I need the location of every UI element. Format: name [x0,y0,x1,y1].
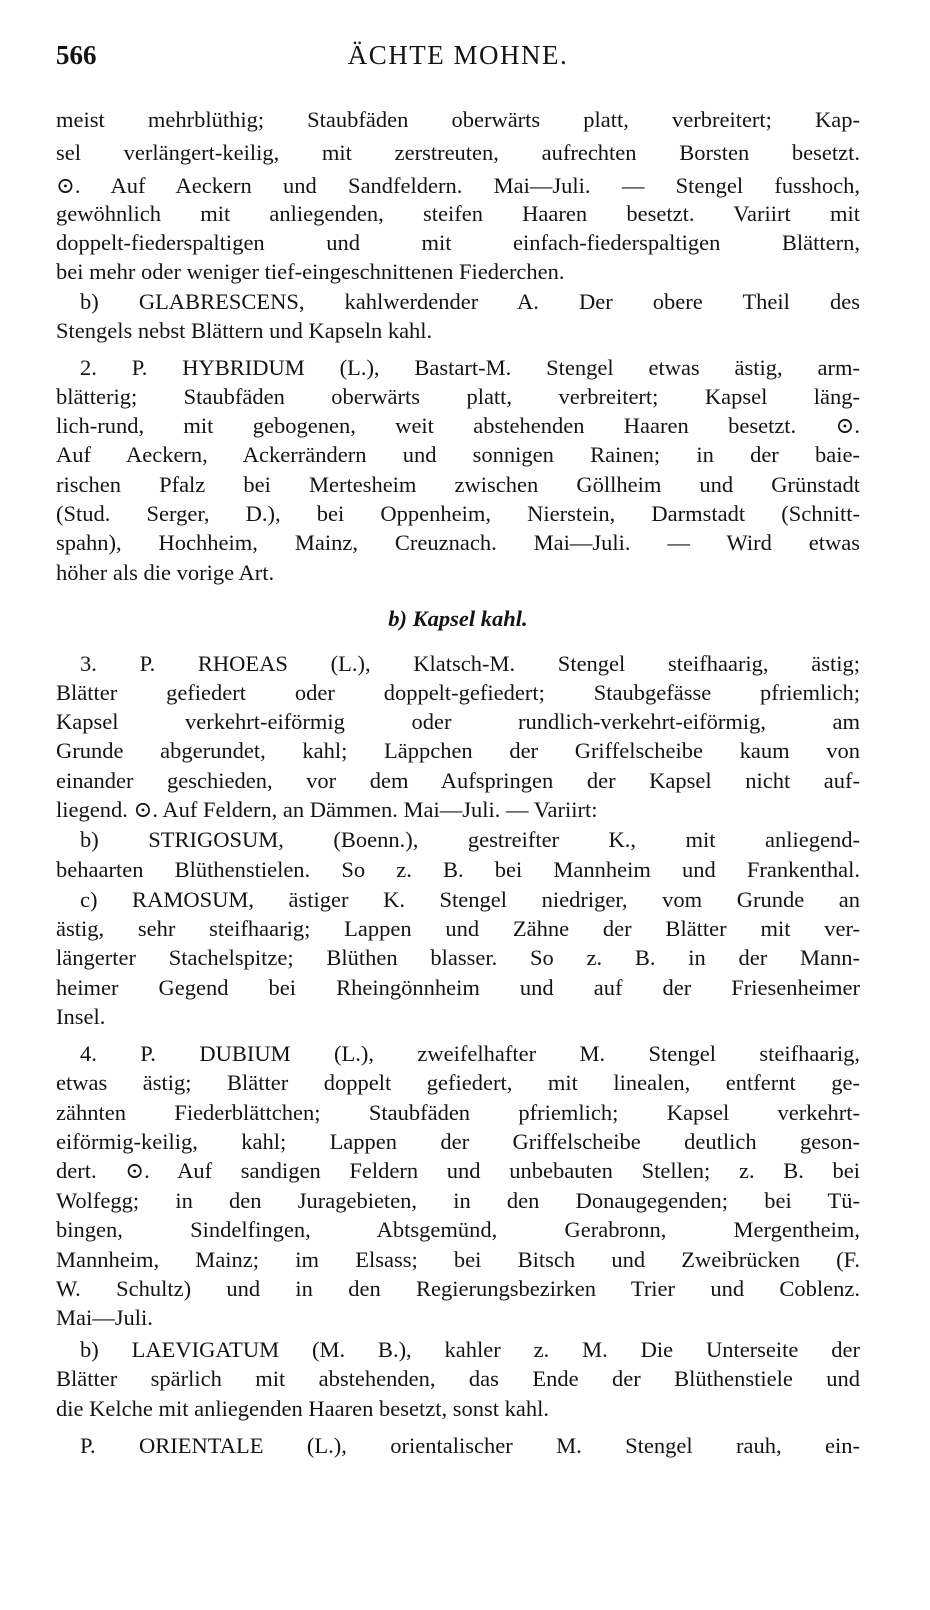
text-line: heimer Gegend bei Rheingönnheim und auf der Friesenheimer [56,975,860,1000]
text-line: Blätter spärlich mit abstehenden, das Ende der Blüthenstiele und [56,1366,860,1391]
text-line: Insel. [56,1004,106,1029]
text-line: einander geschieden, vor dem Aufspringen der Kapsel nicht auf- [56,768,860,793]
text-line: die Kelche mit anliegenden Haaren besetzt, sonst kahl. [56,1396,549,1421]
text-line: 3. P. RHOEAS (L.), Klatsch-M. Stengel steifhaarig, ästig; [80,651,860,676]
text-line: 4. P. DUBIUM (L.), zweifelhafter M. Stengel steifhaarig, [80,1041,860,1066]
text-line: behaarten Blüthenstielen. So z. B. bei Mannheim und Frankenthal. [56,857,860,882]
text-line: (Stud. Serger, D.), bei Oppenheim, Nierstein, Darmstadt (Schnitt- [56,501,860,526]
text-line: b) STRIGOSUM, (Boenn.), gestreifter K., mit anliegend- [80,827,860,852]
text-line: gewöhnlich mit anliegenden, steifen Haaren besetzt. Variirt mit [56,201,860,226]
text-line: doppelt-fiederspaltigen und mit einfach-fiederspaltigen Blättern, [56,230,860,255]
text-line: Blätter gefiedert oder doppelt-gefiedert; Staubgefässe pfriemlich; [56,680,860,705]
text-line: lich-rund, mit gebogenen, weit abstehenden Haaren besetzt. ⊙. [56,413,860,438]
text-line: Mai—Juli. [56,1305,153,1330]
text-line: dert. ⊙. Auf sandigen Feldern und unbebauten Stellen; z. B. bei [56,1158,860,1183]
text-line: ästig, sehr steifhaarig; Lappen und Zähne der Blätter mit ver- [56,916,860,941]
text-line: etwas ästig; Blätter doppelt gefiedert, mit linealen, entfernt ge- [56,1070,860,1095]
text-line: P. ORIENTALE (L.), orientalischer M. Stengel rauh, ein- [80,1433,860,1458]
text-line: sel verlängert-keilig, mit zerstreuten, aufrechten Borsten besetzt. [56,140,860,165]
text-line: W. Schultz) und in den Regierungsbezirken Trier und Coblenz. [56,1276,860,1301]
text-line: bei mehr oder weniger tief-eingeschnittenen Fiederchen. [56,259,565,284]
text-line: blätterig; Staubfäden oberwärts platt, verbreitert; Kapsel läng- [56,384,860,409]
page-number: 566 [56,40,97,70]
text-line: liegend. ⊙. Auf Feldern, an Dämmen. Mai—Juli. — Variirt: [56,797,598,822]
text-line: bingen, Sindelfingen, Abtsgemünd, Gerabronn, Mergentheim, [56,1217,860,1242]
text-line: rischen Pfalz bei Mertesheim zwischen Göllheim und Grünstadt [56,472,860,497]
text-line: Kapsel verkehrt-eiförmig oder rundlich-verkehrt-eiförmig, am [56,709,860,734]
running-title: ÄCHTE MOHNE. [347,40,569,70]
text-line: 2. P. HYBRIDUM (L.), Bastart-M. Stengel etwas ästig, arm- [80,355,860,380]
text-line: ⊙. Auf Aeckern und Sandfeldern. Mai—Juli. — Stengel fusshoch, [56,173,860,198]
text-line: c) RAMOSUM, ästiger K. Stengel niedriger, vom Grunde an [80,887,860,912]
text-line: eiförmig-keilig, kahl; Lappen der Griffelscheibe deutlich geson- [56,1129,860,1154]
text-line: b) GLABRESCENS, kahlwerdender A. Der obere Theil des [80,289,860,314]
section-heading: b) Kapsel kahl. [388,606,528,631]
text-line: Wolfegg; in den Juragebieten, in den Donaugegenden; bei Tü- [56,1188,860,1213]
text-line: spahn), Hochheim, Mainz, Creuznach. Mai—Juli. — Wird etwas [56,530,860,555]
text-line: Mannheim, Mainz; im Elsass; bei Bitsch und Zweibrücken (F. [56,1247,860,1272]
page-header [56,40,860,76]
text-line: zähnten Fiederblättchen; Staubfäden pfriemlich; Kapsel verkehrt- [56,1100,860,1125]
text-line: Stengels nebst Blättern und Kapseln kahl. [56,318,433,343]
text-line: meist mehrblüthig; Staubfäden oberwärts platt, verbreitert; Kap- [56,107,860,132]
text-line: Grunde abgerundet, kahl; Läppchen der Griffelscheibe kaum von [56,738,860,763]
text-line: Auf Aeckern, Ackerrändern und sonnigen Rainen; in der baie- [56,442,860,467]
text-line: b) LAEVIGATUM (M. B.), kahler z. M. Die Unterseite der [80,1337,860,1362]
text-line: längerter Stachelspitze; Blüthen blasser. So z. B. in der Mann- [56,945,860,970]
text-line: höher als die vorige Art. [56,560,275,585]
